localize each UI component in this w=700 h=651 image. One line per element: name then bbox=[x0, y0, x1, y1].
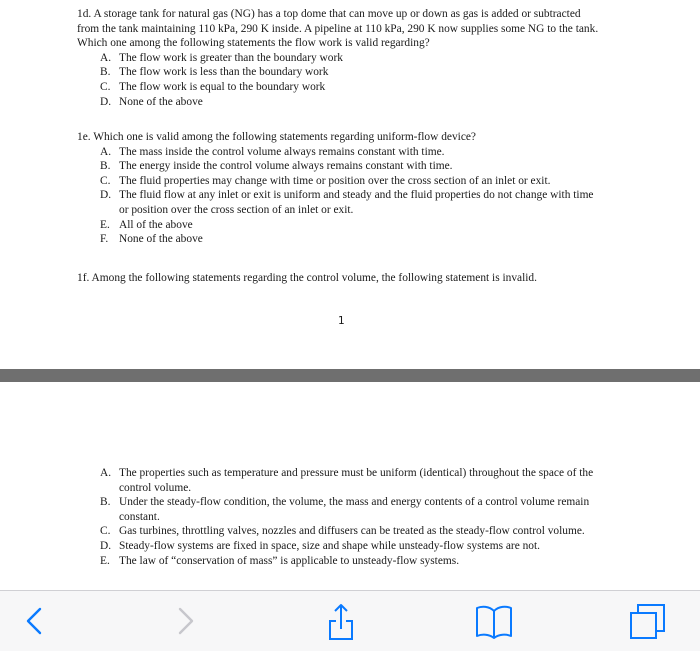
option-letter: D. bbox=[100, 189, 112, 202]
share-button[interactable] bbox=[315, 591, 367, 651]
forward-button[interactable] bbox=[160, 591, 212, 651]
share-icon bbox=[326, 601, 356, 641]
back-button[interactable] bbox=[8, 591, 60, 651]
bottom-toolbar bbox=[0, 590, 700, 651]
option-text: The fluid properties may change with time or position over the cross section of an inlet or exit. bbox=[119, 174, 551, 187]
option-item bbox=[100, 159, 599, 174]
option-text: None of the above bbox=[119, 95, 203, 108]
tabs-button[interactable] bbox=[622, 591, 674, 651]
question-1f-options bbox=[100, 466, 610, 568]
page-number: 1 bbox=[338, 315, 345, 327]
option-letter: B. bbox=[100, 66, 111, 79]
option-item bbox=[100, 80, 599, 95]
option-item bbox=[100, 145, 599, 160]
chevron-right-icon bbox=[175, 606, 197, 636]
option-letter: B. bbox=[100, 496, 111, 509]
option-item bbox=[100, 51, 599, 66]
question-1d-options bbox=[100, 51, 599, 109]
question-1d-text: 1d. A storage tank for natural gas (NG) has a top dome that can move up or down as gas is added or subtracted from the tank maintaining 110 kPa, 290 K inside. A pipeline at 110 kPa, 290 K now supplies some NG to the tank. Which one among the following statements the flow work is valid regarding? bbox=[77, 8, 599, 50]
option-text: The flow work is less than the boundary work bbox=[119, 66, 329, 79]
option-item bbox=[100, 65, 599, 80]
option-text: Under the steady-flow condition, the volume, the mass and energy contents of a control volume remain constant. bbox=[119, 496, 590, 523]
option-item bbox=[100, 232, 599, 247]
chevron-left-icon bbox=[23, 606, 45, 636]
option-text: All of the above bbox=[119, 218, 193, 231]
option-letter: C. bbox=[100, 174, 111, 187]
question-1f bbox=[77, 271, 599, 286]
book-icon bbox=[474, 603, 514, 639]
tabs-icon bbox=[628, 601, 668, 641]
option-letter: E. bbox=[100, 218, 110, 231]
option-item bbox=[100, 524, 610, 539]
option-letter: D. bbox=[100, 95, 112, 108]
option-letter: A. bbox=[100, 145, 112, 158]
option-text: The law of “conservation of mass” is applicable to unsteady-flow systems. bbox=[119, 554, 460, 567]
option-letter: A. bbox=[100, 467, 112, 479]
option-text: The mass inside the control volume always remains constant with time. bbox=[119, 145, 445, 158]
option-letter: E. bbox=[100, 554, 110, 567]
option-letter: A. bbox=[100, 51, 112, 64]
pdf-page-2 bbox=[0, 382, 700, 590]
question-1d bbox=[77, 7, 599, 109]
question-1e-text: 1e. Which one is valid among the following statements regarding uniform-flow device? bbox=[77, 131, 476, 143]
option-item bbox=[100, 188, 599, 217]
option-text: Steady-flow systems are fixed in space, size and shape while unsteady-flow systems are not. bbox=[119, 539, 541, 552]
question-1f-options-block bbox=[100, 466, 610, 568]
bookmarks-button[interactable] bbox=[466, 591, 522, 651]
option-item bbox=[100, 495, 610, 524]
option-text: The fluid flow at any inlet or exit is uniform and steady and the fluid properties do not change with time or position over the cross section of an inlet or exit. bbox=[119, 189, 594, 216]
option-text: The flow work is equal to the boundary work bbox=[119, 80, 326, 93]
option-text: The properties such as temperature and pressure must be uniform (identical) throughout the space of the control volume. bbox=[119, 467, 594, 494]
option-letter: C. bbox=[100, 525, 111, 538]
option-text: None of the above bbox=[119, 233, 203, 246]
option-item bbox=[100, 218, 599, 233]
option-letter: F. bbox=[100, 233, 109, 246]
option-item bbox=[100, 539, 610, 554]
option-text: Gas turbines, throttling valves, nozzles and diffusers can be treated as the steady-flow control volume. bbox=[119, 525, 585, 538]
question-1e bbox=[77, 130, 599, 247]
option-item bbox=[100, 95, 599, 110]
option-text: The flow work is greater than the boundary work bbox=[119, 51, 343, 64]
option-letter: B. bbox=[100, 160, 111, 173]
page-separator bbox=[0, 369, 700, 382]
question-1f-text: 1f. Among the following statements regarding the control volume, the following statement is invalid. bbox=[77, 272, 537, 284]
option-letter: D. bbox=[100, 539, 112, 552]
option-letter: C. bbox=[100, 80, 111, 93]
option-item bbox=[100, 174, 599, 189]
option-item bbox=[100, 554, 610, 569]
option-item bbox=[100, 466, 610, 495]
option-text: The energy inside the control volume always remains constant with time. bbox=[119, 160, 453, 173]
question-1e-options bbox=[100, 145, 599, 247]
